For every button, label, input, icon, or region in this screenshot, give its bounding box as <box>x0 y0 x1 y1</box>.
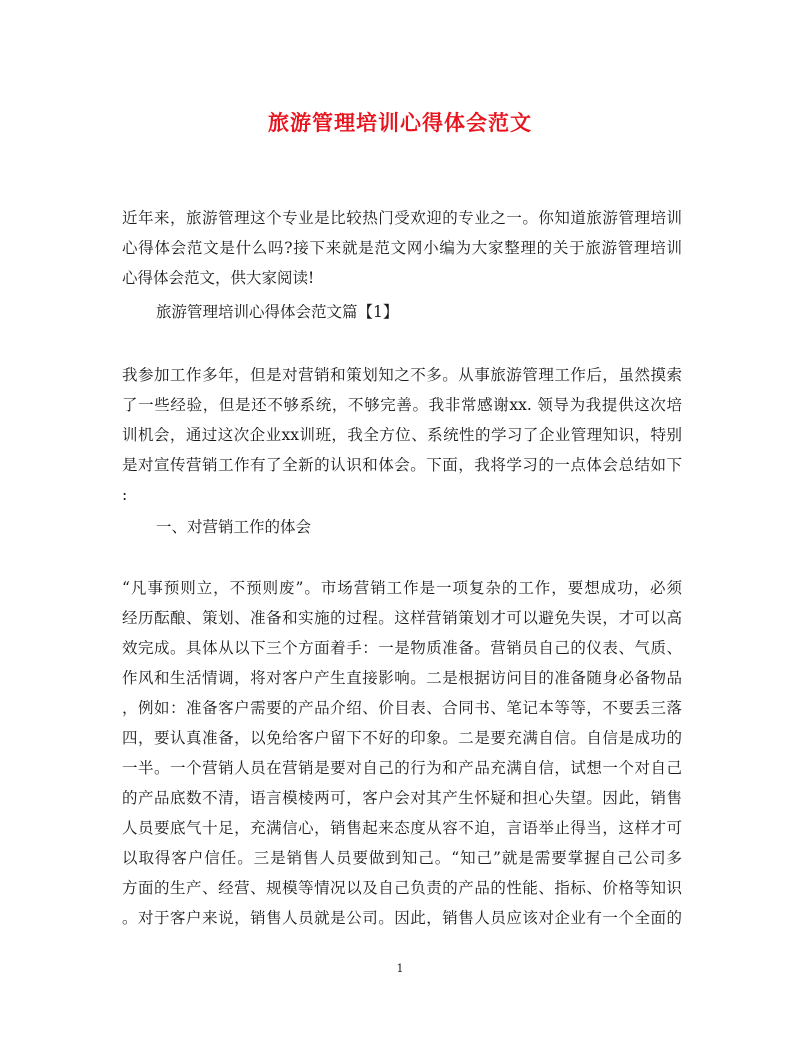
body-line: 经历酝酿、策划、准备和实施的过程。这样营销策划才可以避免失误，才可以高 <box>122 609 682 627</box>
section-title: 旅游管理培训心得体会范文篇【1】 <box>156 303 399 321</box>
body-line: 是对宣传营销工作有了全新的认识和体会。下面，我将学习的一点体会总结如下 <box>122 456 682 474</box>
body-line: 四，要认真准备，以免给客户留下不好的印象。二是要充满自信。自信是成功的 <box>122 729 682 747</box>
document-title: 旅游管理培训心得体会范文 <box>268 110 532 135</box>
body-line: 效完成。具体从以下三个方面着手：一是物质准备。营销员自己的仪表、气质、 <box>122 639 682 657</box>
body-line: 作风和生活情调，将对客户产生直接影响。二是根据访问目的准备随身必备物品 <box>122 669 682 687</box>
intro-line: 近年来，旅游管理这个专业是比较热门受欢迎的专业之一。你知道旅游管理培训 <box>122 209 682 227</box>
body-line: 。对于客户来说，销售人员就是公司。因此，销售人员应该对企业有一个全面的 <box>122 909 682 927</box>
body-line: 方面的生产、经营、规模等情况以及自己负责的产品的性能、指标、价格等知识 <box>122 879 682 897</box>
body-line: 的产品底数不清，语言模棱两可，客户会对其产生怀疑和担心失望。因此，销售 <box>122 789 682 807</box>
body-line: 人员要底气十足，充满信心，销售起来态度从容不迫，言语举止得当，这样才可 <box>122 819 682 837</box>
body-line: : <box>122 486 128 504</box>
body-line: 训机会，通过这次企业xx训班，我全方位、系统性的学习了企业管理知识，特别 <box>122 426 682 444</box>
body-line: 一半。一个营销人员在营销是要对自己的行为和产品充满自信，试想一个对自己 <box>122 759 682 777</box>
intro-line: 心得体会范文是什么吗?接下来就是范文网小编为大家整理的关于旅游管理培训 <box>122 239 682 257</box>
body-line: 我参加工作多年，但是对营销和策划知之不多。从事旅游管理工作后，虽然摸索 <box>122 366 682 384</box>
body-line: 以取得客户信任。三是销售人员要做到知己。“知己”就是需要掌握自己公司多 <box>122 849 682 867</box>
page-number: 1 <box>396 962 404 975</box>
section-heading: 一、对营销工作的体会 <box>156 518 312 536</box>
body-line: 了一些经验，但是还不够系统，不够完善。我非常感谢xx. 领导为我提供这次培 <box>122 396 682 414</box>
body-line: ，例如：准备客户需要的产品介绍、价目表、合同书、笔记本等等，不要丢三落 <box>122 699 682 717</box>
body-line: “凡事预则立，不预则废”。市场营销工作是一项复杂的工作，要想成功，必须 <box>122 579 682 597</box>
intro-line: 心得体会范文，供大家阅读! <box>122 269 315 287</box>
